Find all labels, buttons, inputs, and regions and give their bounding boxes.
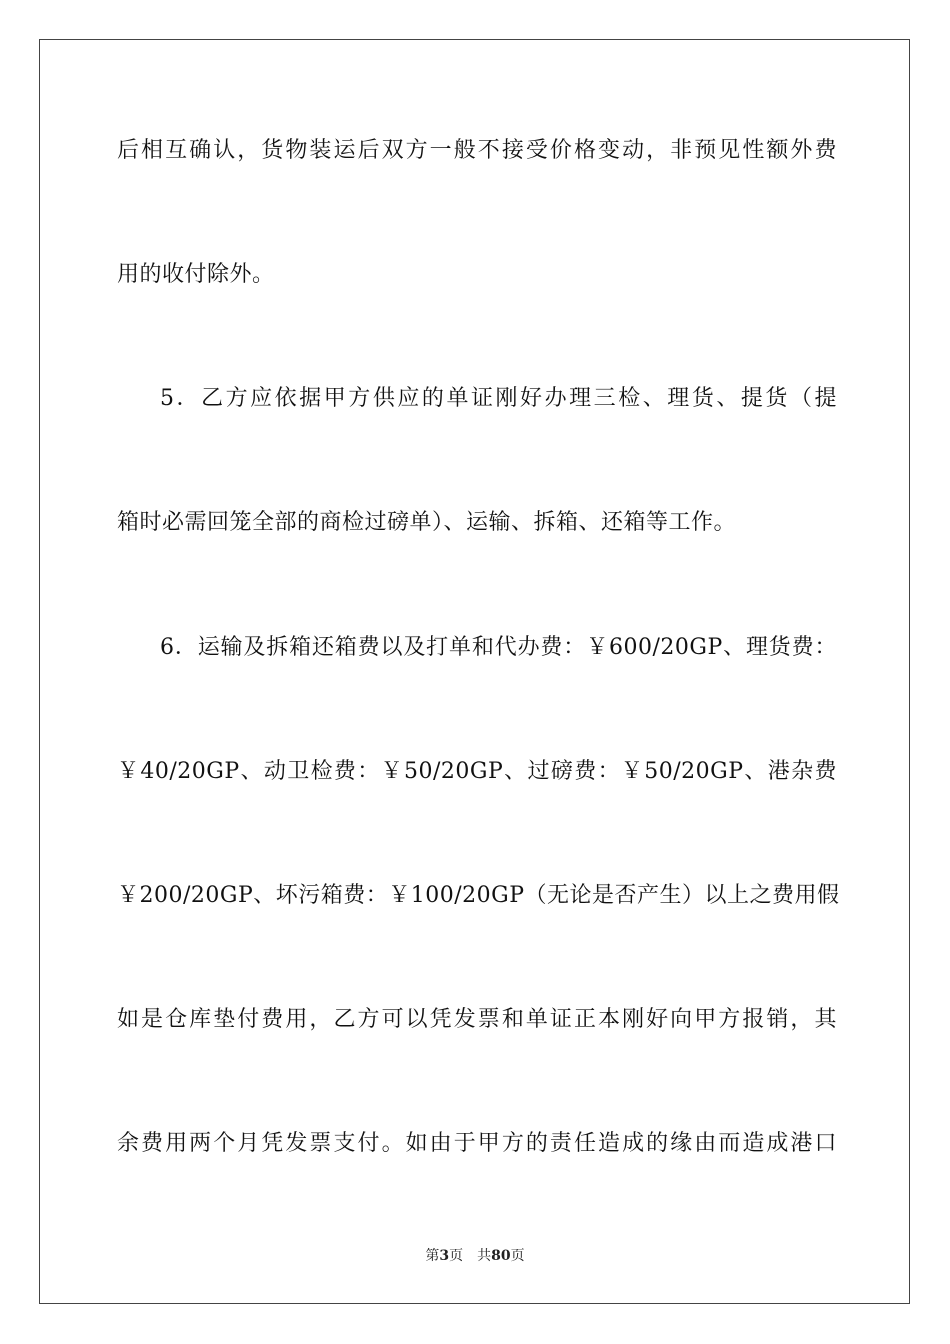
page-footer	[0, 1247, 950, 1265]
text-line-1: 后相互确认，货物装运后双方一般不接受价格变动，非预见性额外费	[117, 138, 837, 163]
footer-page-suffix: 页	[449, 1248, 464, 1264]
text-line-3: 5．乙方应依据甲方供应的单证刚好办理三检、理货、提货（提	[160, 386, 837, 411]
footer-total-pages: 80	[491, 1248, 511, 1264]
page-border	[39, 39, 910, 1304]
text-line-2: 用的收付除外。	[117, 262, 275, 287]
footer-page-number: 3	[439, 1248, 450, 1264]
text-line-8: 如是仓库垫付费用，乙方可以凭发票和单证正本刚好向甲方报销，其	[117, 1007, 837, 1032]
text-line-9: 余费用两个月凭发票支付。如由于甲方的责任造成的缘由而造成港口	[117, 1131, 837, 1156]
text-line-4: 箱时必需回笼全部的商检过磅单）、运输、拆箱、还箱等工作。	[117, 510, 737, 535]
text-line-7: ￥200/20GP、坏污箱费：￥100/20GP（无论是否产生）以上之费用假	[117, 883, 840, 908]
footer-total-suffix: 页	[510, 1248, 525, 1264]
footer-total-prefix: 共	[477, 1248, 492, 1264]
footer-page-prefix: 第	[425, 1248, 440, 1264]
text-line-6: ￥40/20GP、动卫检费：￥50/20GP、过磅费：￥50/20GP、港杂费	[117, 759, 837, 784]
text-line-5: 6．运输及拆箱还箱费以及打单和代办费：￥600/20GP、理货费：	[160, 635, 837, 660]
